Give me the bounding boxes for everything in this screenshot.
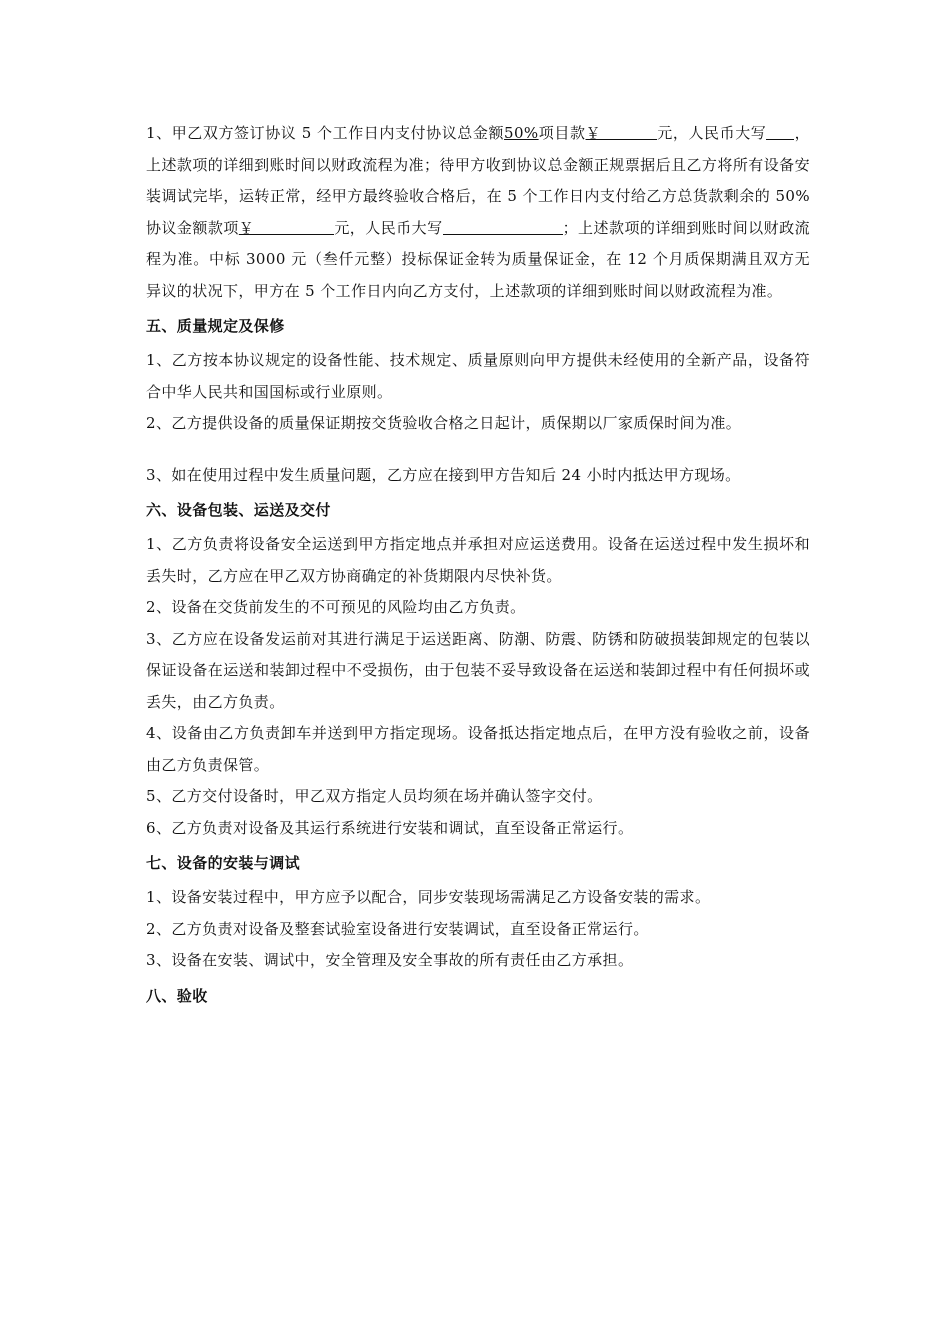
section-6-item-1: 1、乙方负责将设备安全运送到甲方指定地点并承担对应运送费用。设备在运送过程中发生损坏和丢失时，乙方应在甲乙双方协商确定的补货期限内尽快补货。 [146, 535, 810, 585]
section-6-item-6: 6、乙方负责对设备及其运行系统进行安装和调试，直至设备正常运行。 [146, 818, 634, 837]
section-7-item-3: 3、设备在安装、调试中，安全管理及安全事故的所有责任由乙方承担。 [146, 951, 634, 969]
payment-text-2: 项目款 [538, 124, 586, 142]
section-7-title: 七、设备的安装与调试 [146, 854, 301, 872]
section-5-item-3: 3、如在使用过程中发生质量问题，乙方应在接到甲方告知后 24 小时内抵达甲方现场。 [146, 465, 741, 484]
second-amount-blank [254, 219, 334, 235]
section-5-item-2: 2、乙方提供设备的质量保证期按交货验收合格之日起计，质保期以厂家质保时间为准。 [146, 414, 742, 432]
section-6-item-3: 3、乙方应在设备发运前对其进行满足于运送距离、防潮、防震、防锈和防破损装卸规定的包装以保证设备在运送和装卸过程中不受损伤，由于包装不妥导致设备在运送和装卸过程中有任何损坏或丢失，由乙方负责。 [146, 629, 810, 711]
section-6-item-4: 4、设备由乙方负责卸车并送到甲方指定现场。设备抵达指定地点后，在甲方没有验收之前，设备由乙方负责保管。 [146, 724, 810, 774]
second-amount-words-blank [443, 219, 563, 235]
payment-text-4: ，上述款项的详细到账时间以财政流程为准；待甲方收到协议总金额正规票据后且乙方将所有设备安装调试完毕，运转正常，经甲方最终验收合格后，在 5 个工作日内支付给乙方总货款剩余的 50%协议金额款项 [146, 124, 810, 237]
payment-text-3: 元，人民币大写 [657, 124, 767, 142]
section-6-item-2: 2、设备在交货前发生的不可预见的风险均由乙方负责。 [146, 598, 526, 616]
section-5-item-1: 1、乙方按本协议规定的设备性能、技术规定、质量原则向甲方提供未经使用的全新产品，设备符合中华人民共和国国标或行业原则。 [146, 351, 810, 401]
payment-text-6: ；上述款项的详细到账时间以财政流程为准。中标 3000 元（叁仟元整）投标保证金转为质量保证金，在 12 个月质保期满且双方无异议的状况下，甲方在 5 个工作日内向乙方支付，上述款项的详细到账时间以财政流程为准。 [146, 218, 810, 300]
payment-text-5: 元，人民币大写 [334, 218, 443, 237]
section-7-item-1: 1、设备安装过程中，甲方应予以配合，同步安装现场需满足乙方设备安装的需求。 [146, 888, 711, 906]
payment-clause [146, 118, 810, 307]
section-6-title: 六、设备包装、运送及交付 [146, 501, 331, 519]
section-5-title: 五、质量规定及保修 [146, 317, 285, 335]
payment-text-1: 1、甲乙双方签订协议 5 个工作日内支付协议总金额 [146, 124, 505, 142]
first-amount-blank [601, 124, 657, 140]
first-amount-yen: ￥ [585, 124, 602, 142]
section-6-item-5: 5、乙方交付设备时，甲乙双方指定人员均须在场并确认签字交付。 [146, 787, 603, 805]
section-7-item-2: 2、乙方负责对设备及整套试验室设备进行安装调试，直至设备正常运行。 [146, 919, 649, 938]
payment-percent: 50% [504, 124, 539, 142]
section-8-title: 八、验收 [146, 986, 208, 1005]
first-amount-words-blank [766, 124, 794, 140]
document-page [146, 118, 810, 1015]
second-amount-yen: ￥ [238, 218, 255, 237]
